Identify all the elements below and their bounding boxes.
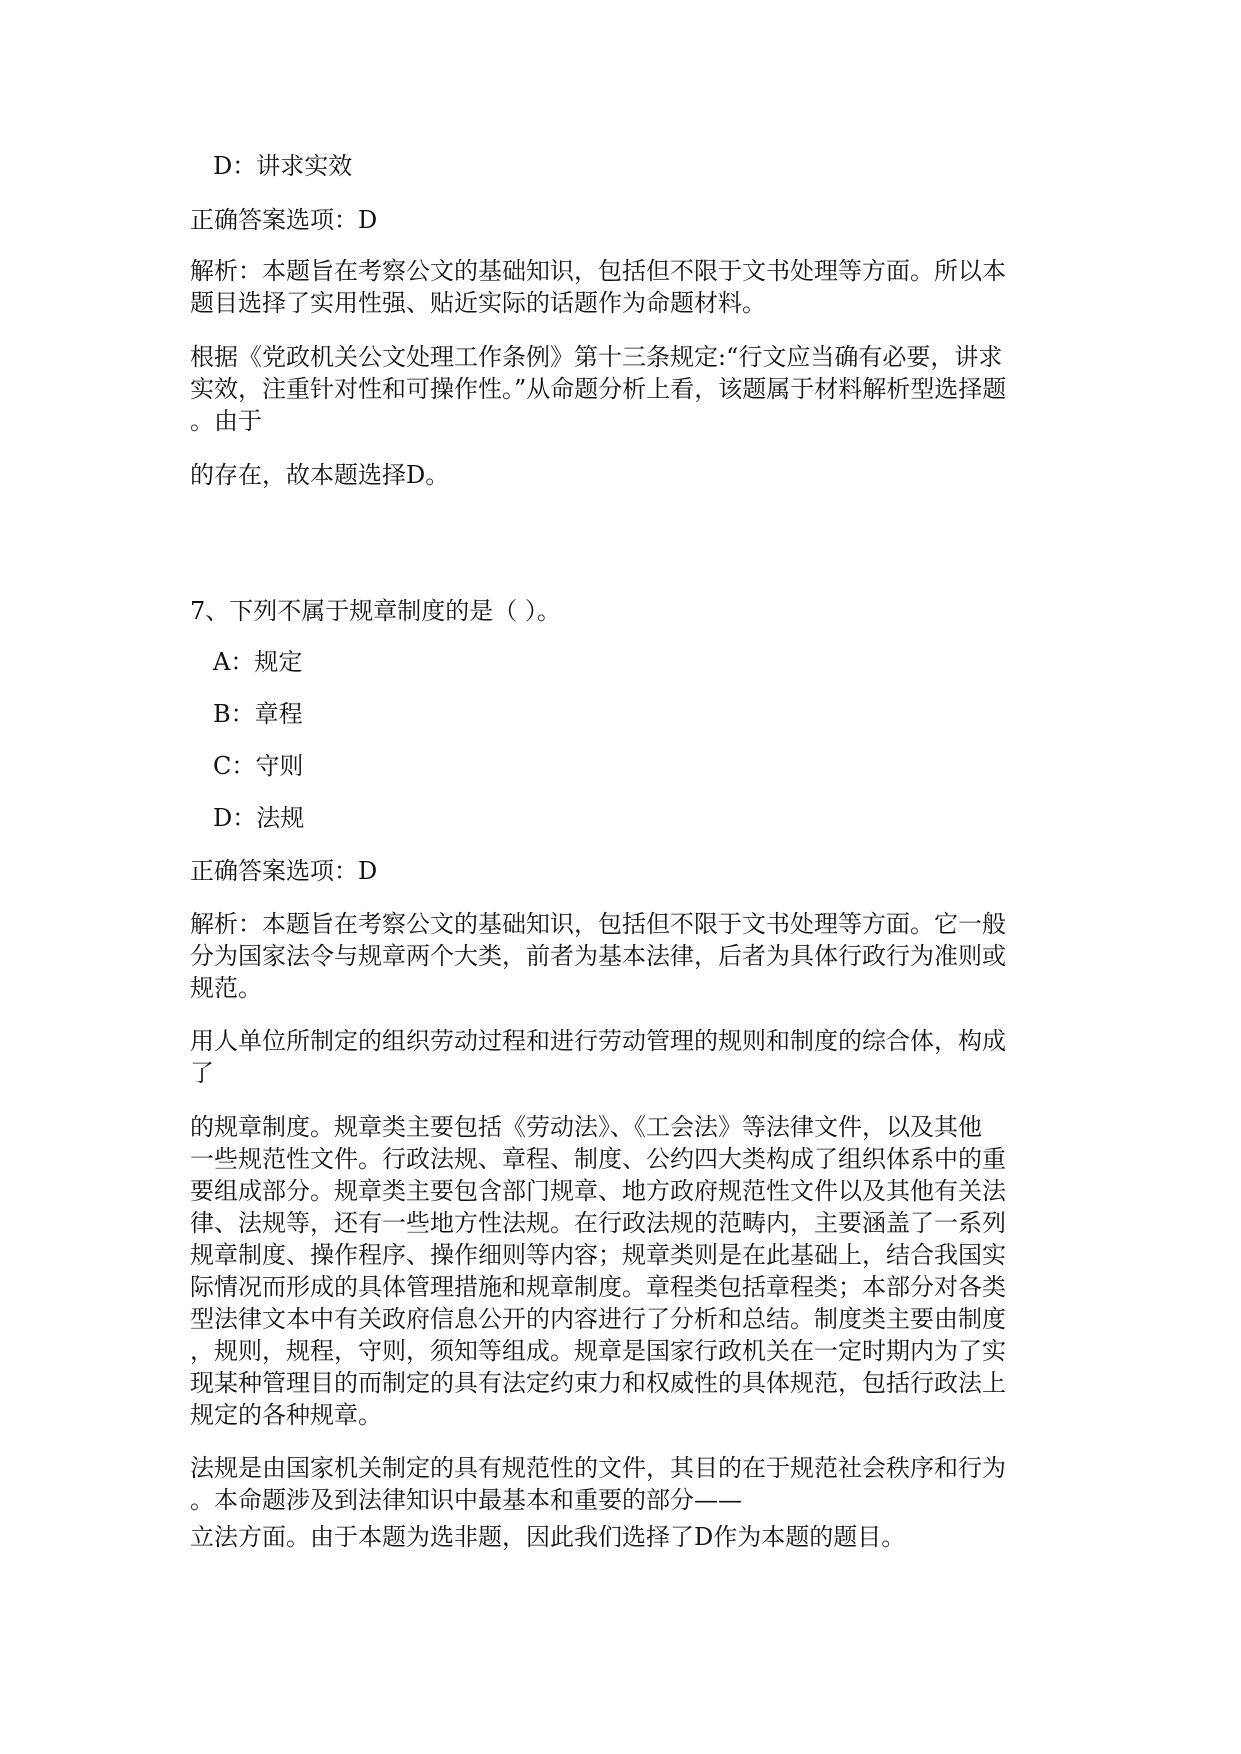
q7-analysis-line-3: 规范。	[190, 974, 262, 1002]
q7-answer: 正确答案选项：D	[190, 857, 378, 885]
prev-basis-line-1: 根据《党政机关公文处理工作条例》第十三条规定:“行文应当确有必要，讲求	[190, 343, 1003, 371]
q7-p2-line-2: 了	[190, 1059, 214, 1087]
prev-analysis-line-1: 解析：本题旨在考察公文的基础知识，包括但不限于文书处理等方面。所以本	[190, 257, 1006, 285]
q7-option-d: D：法规	[213, 804, 305, 832]
q7-option-a: A：规定	[213, 648, 303, 676]
q7-p3-line-9: 现某种管理目的而制定的具有法定约束力和权威性的具体规范，包括行政法上	[190, 1369, 1006, 1397]
q7-option-b: B：章程	[213, 700, 303, 728]
q7-analysis-line-1: 解析：本题旨在考察公文的基础知识，包括但不限于文书处理等方面。它一般	[190, 910, 1006, 938]
question-7-title: 7、下列不属于规章制度的是（ ）。	[190, 597, 561, 625]
q7-p3-line-7: 型法律文本中有关政府信息公开的内容进行了分析和总结。制度类主要由制度	[190, 1305, 1006, 1333]
q7-p3-line-8: ，规则，规程，守则，须知等组成。规章是国家行政机关在一定时期内为了实	[190, 1337, 1006, 1365]
q7-p4-line-1: 法规是由国家机关制定的具有规范性的文件，其目的在于规范社会秩序和行为	[190, 1454, 1006, 1482]
prev-basis-line-2: 实效，注重针对性和可操作性。”从命题分析上看，该题属于材料解析型选择题	[190, 375, 1007, 403]
prev-analysis-line-2: 题目选择了实用性强、贴近实际的话题作为命题材料。	[190, 289, 766, 317]
prev-basis-line-3: 。由于	[190, 407, 262, 435]
prev-conclusion: 的存在，故本题选择D。	[190, 461, 450, 489]
q7-p3-line-4: 律、法规等，还有一些地方性法规。在行政法规的范畴内，主要涵盖了一系列	[190, 1209, 1006, 1237]
q7-p2-line-1: 用人单位所制定的组织劳动过程和进行劳动管理的规则和制度的综合体，构成	[190, 1027, 1006, 1055]
q7-p3-line-1: 的规章制度。规章类主要包括《劳动法》、《工会法》等法律文件，以及其他	[190, 1113, 982, 1141]
q7-option-c: C：守则	[213, 752, 304, 780]
prev-answer: 正确答案选项：D	[190, 206, 378, 234]
prev-option-d: D：讲求实效	[213, 152, 353, 180]
q7-analysis-line-2: 分为国家法令与规章两个大类，前者为基本法律，后者为具体行政行为准则或	[190, 942, 1006, 970]
q7-p4-line-3: 立法方面。由于本题为选非题，因此我们选择了D作为本题的题目。	[190, 1523, 906, 1551]
q7-p3-line-10: 规定的各种规章。	[190, 1401, 382, 1429]
q7-p3-line-3: 要组成部分。规章类主要包含部门规章、地方政府规范性文件以及其他有关法	[190, 1177, 1006, 1205]
q7-p4-line-2: 。本命题涉及到法律知识中最基本和重要的部分——	[190, 1486, 742, 1514]
q7-p3-line-6: 际情况而形成的具体管理措施和规章制度。章程类包括章程类；本部分对各类	[190, 1273, 1006, 1301]
q7-p3-line-5: 规章制度、操作程序、操作细则等内容；规章类则是在此基础上，结合我国实	[190, 1241, 1006, 1269]
q7-p3-line-2: 一些规范性文件。行政法规、章程、制度、公约四大类构成了组织体系中的重	[190, 1145, 1006, 1173]
